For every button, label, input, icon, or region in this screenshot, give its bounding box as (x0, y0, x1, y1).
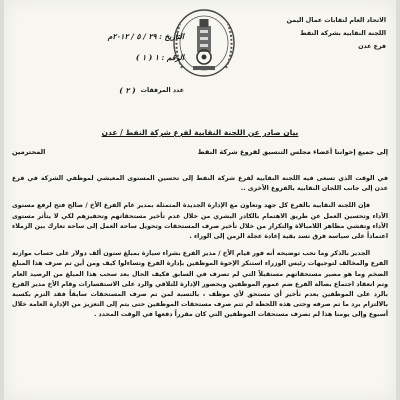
paragraph: فإن اللجنة النقابية بالفرع كل جهد وتعاون مع الإدارة الجديدة المتمثلة بمدير عام الفرع الأخ / صالح فتح لرفع مستوى الأداء وتحسين العمل عن طريق الاهتمام بالكادر البشري من خلال عدم تأخير مستحقاتهم وتحفيزهم لكي لا يتأثر مستوى الأداء وتفشي مظاهر اللامبالاة والتكرار من خلال تأخير صرف المستحقات وتحويل ساحة العمل إلى ساحة تعارك بين الزملاء اعتماداً على سياسة فرق تسد بقية إعادة عجلة الزمن إلى الوراء . (12, 202, 388, 241)
paragraph: في الوقت الذي تسعى فيه اللجنة النقابية لفرع شركة النفط إلى تحسين المستوى المعيشي لموظفي الشركة في فرع عدن إلى جانب اللجان النقابية بالفروع الأخرى .. (12, 175, 388, 193)
statement-body (12, 174, 388, 328)
salutation: إلى جميع إخواننا أعضاء مجلس التنسيق لفروع شركة النفط (197, 148, 388, 156)
letter-date: التاريخ : ٢٩ / ٥ / ٢٠١٢م (107, 32, 184, 41)
union-name: الاتحاد العام لنقابات عمال اليمن (286, 17, 386, 24)
attachments-label: عدد المرفقات (140, 87, 184, 94)
paragraph: الجدير بالذكر وما نحب توضيحه أنه فور قيام الأخ / مدير الفرع بشراء سيارة بمبلغ ستون ألف دولار على حساب موازنة الفرع والمخالف لتوجيهات رئيس الوزراء استنكر الإخوة الموظفين بإدارة الفرع وتساءلوا كيف ومن أين تم صرف هذا المبلغ الضخم وما هو مصير مستحقاتهم مستقبلاً التي لم تصرف في السابق فكيف الحال بعد سحب هذا المبلغ من الرصيد العام وتم انعقاد اجتماع بصالة الفرع ضم عموم الموظفين وبحضور الإدارة للتلاقي والرد على الاستفسارات وقام الأخ مدير الفرع بالرد على الموظفين بعدم تأخير أي مستحق لأي موظف ، بالنسبة لمن تم صرف المستحقات سابقاً فقد التزم بكسبة بالالتزام برد ما تم صرفه وحتى هذه اللحظة لم تتم صرف مستحقات الموظفين حتى يتم إلى التعزيز من الإدارة العامة خلال أسبوع وإلى يومنا هذا لم تصرف مستحقات الموظفين التي كان مقرراً دفعها في الوقت المحدد . (12, 250, 388, 319)
document-page (4, 0, 396, 400)
statement-title: بيان صادر عن اللجنة النقابية لفرع شركة النفط / عدن (101, 128, 299, 137)
salutation-row (12, 148, 388, 156)
committee-name: اللجنة النقابية بشركة النفط (300, 30, 386, 37)
letter-ref: الرقم : ١ ( ١ ) (135, 53, 184, 62)
branch-name: فرع عدن (358, 43, 386, 50)
attachments-value: ( ٢ ) (119, 86, 136, 95)
letter-meta (34, 30, 184, 97)
letterhead-right (236, 14, 386, 53)
salutation-end: المحترمين (12, 148, 46, 156)
